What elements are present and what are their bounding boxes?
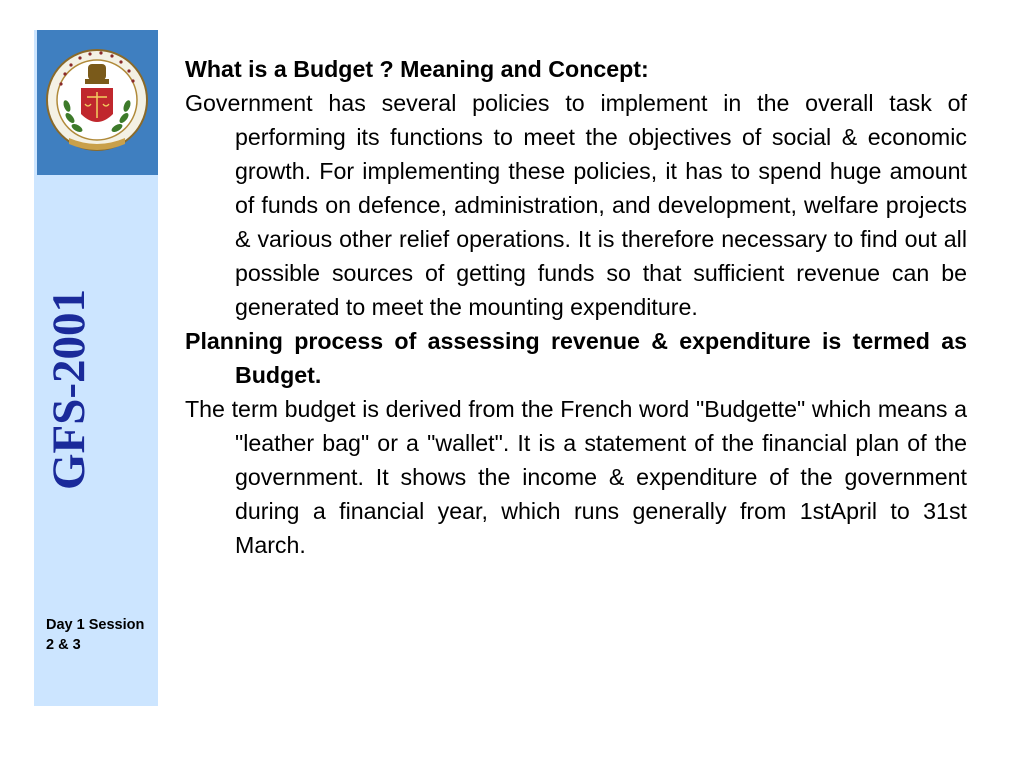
- session-label: Day 1 Session 2 & 3: [46, 617, 145, 653]
- government-emblem-icon: [41, 34, 154, 171]
- paragraph-budget-definition: Planning process of assessing revenue & expenditure is termed as Budget.: [185, 328, 967, 388]
- slide-content: [185, 52, 967, 562]
- vertical-course-title: GFS-2001: [43, 288, 95, 490]
- paragraph-policies: Government has several policies to implement in the overall task of performing its functions to meet the objectives of social & economic growth. For implementing these policies, it has to spend huge amount of funds on defence, administration, and development, welfare projects & various other relief operations. It is therefore necessary to find out all possible sources of getting funds so that sufficient revenue can be generated to meet the mounting expenditure.: [185, 90, 967, 320]
- paragraph-etymology: The term budget is derived from the French word "Budgette" which means a "leather bag" or a "wallet". It is a statement of the financial plan of the government. It shows the income & expenditure of the government during a financial year, which runs generally from 1stApril to 31st March.: [185, 396, 967, 558]
- slide-heading: What is a Budget ? Meaning and Concept:: [185, 56, 649, 82]
- emblem-panel: [37, 30, 158, 175]
